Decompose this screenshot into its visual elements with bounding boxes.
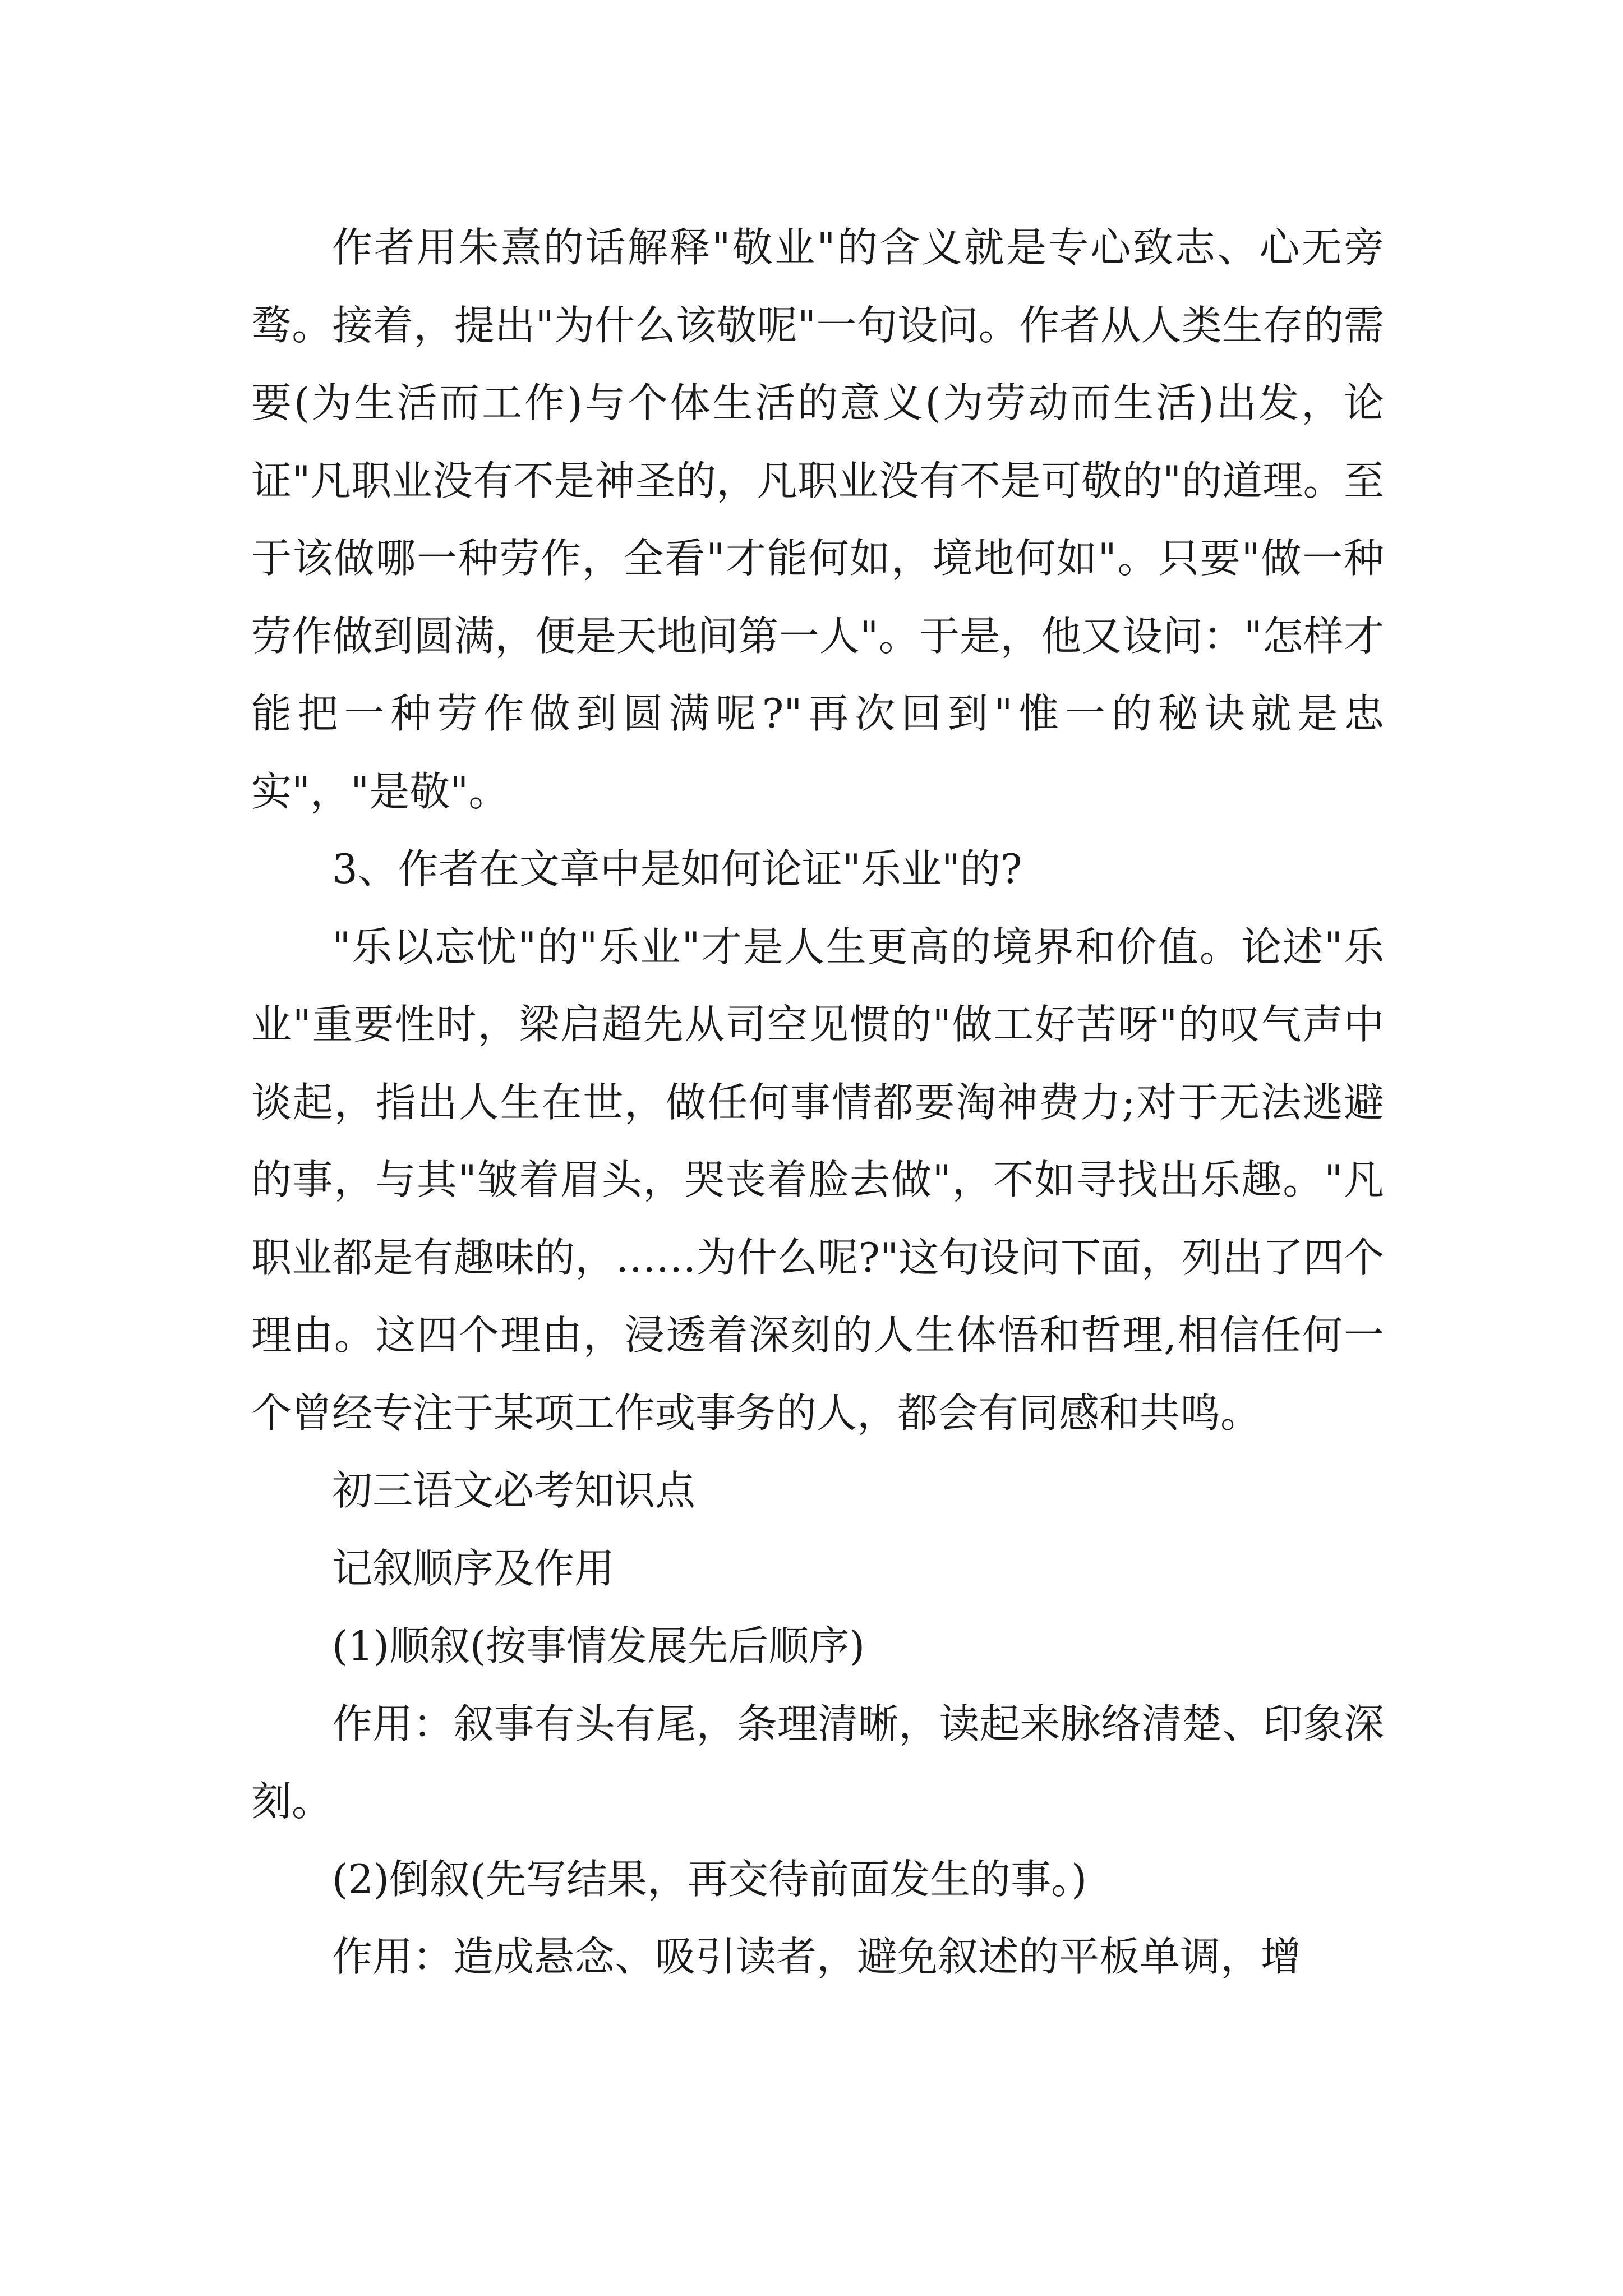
item-shunxu: (1)顺叙(按事情发展先后顺序) bbox=[332, 1622, 865, 1669]
paragraph-jingye-explanation: 作者用朱熹的话解释"敬业"的含义就是专心致志、心无旁骛。接着，提出"为什么该敬呢"一句设问。作者从人类生存的需要(为生活而工作)与个体生活的意义(为劳动而生活)出发，论证"凡职业没有不是神圣的，凡职业没有不是可敬的"的道理。至于该做哪一种劳作，全看"才能何如，境地何如"。只要"做一种劳作做到圆满，便是天地间第一人"。于是，他又设问："怎样才能把一种劳作做到圆满呢?"再次回到"惟一的秘诀就是忠实"，"是敬"。 bbox=[251, 224, 1384, 815]
question-leye: 3、作者在文章中是如何论证"乐业"的? bbox=[332, 845, 1022, 892]
section-title: 初三语文必考知识点 bbox=[332, 1467, 696, 1514]
paragraph-shunxu-effect: 作用：叙事有头有尾，条理清晰，读起来脉络清楚、印象深刻。 bbox=[251, 1700, 1384, 1825]
item-daoxu: (2)倒叙(先写结果，再交待前面发生的事。) bbox=[332, 1855, 1087, 1903]
subsection-title: 记叙顺序及作用 bbox=[332, 1544, 615, 1592]
paragraph-leye-answer: "乐以忘忧"的"乐业"才是人生更高的境界和价值。论述"乐业"重要性时，梁启超先从司空见惯的"做工好苦呀"的叹气声中谈起，指出人生在世，做任何事情都要淘神费力;对于无法逃避的事，与其"皱着眉头，哭丧着脸去做"，不如寻找出乐趣。"凡职业都是有趣味的，……为什么呢?"这句设问下面，列出了四个理由。这四个理由，浸透着深刻的人生体悟和哲理,相信任何一个曾经专注于某项工作或事务的人，都会有同感和共鸣。 bbox=[251, 923, 1384, 1437]
paragraph-daoxu-effect: 作用：造成悬念、吸引读者，避免叙述的平板单调，增 bbox=[332, 1933, 1302, 1980]
document-page bbox=[251, 209, 1384, 1996]
